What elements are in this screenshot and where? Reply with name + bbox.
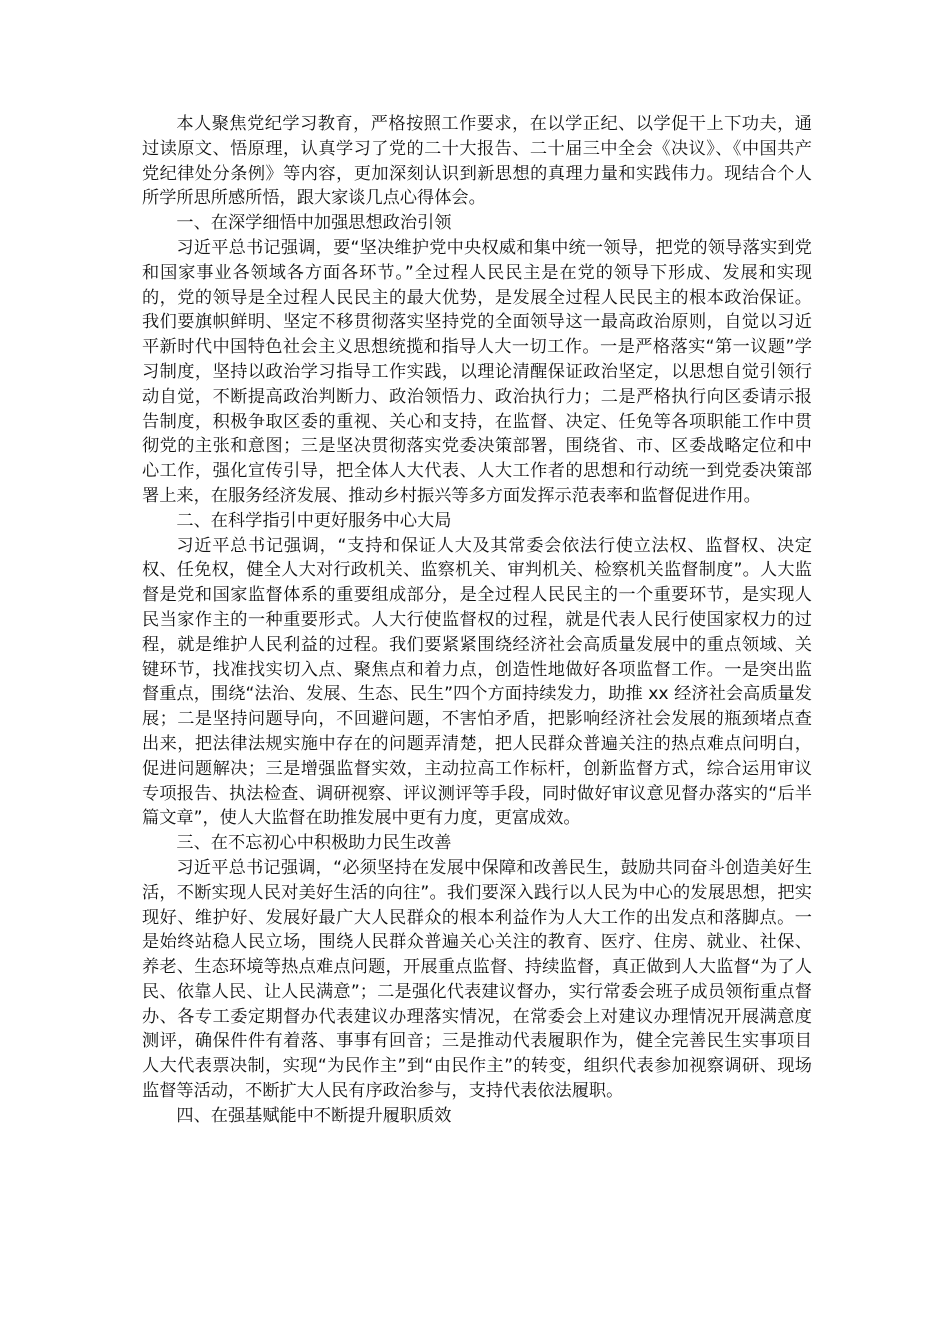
section-2-heading: 二、在科学指引中更好服务中心大局 [176, 510, 452, 531]
section-1-heading: 一、在深学细悟中加强思想政治引领 [176, 213, 452, 234]
section-3-paragraph: 习近平总书记强调，“必须坚持在发展中保障和改善民生，鼓励共同奋斗创造美好生活，不断实现人民对美好生活的向往”。我们要深入践行以人民为中心的发展思想，把实现好、维护好、发展好最广大人民群众的根本利益作为人大工作的出发点和落脚点。一是始终站稳人民立场，围绕人民群众普遍关心关注的教育、医疗、住房、就业、社保、养老、生态环境等热点难点问题，开展重点监督、持续监督，真正做到人大监督“为了人民、依靠人民、让人民满意”；二是强化代表建议督办，实行常委会班子成员领衔重点督办、各专工委定期督办代表建议办理落实情况，在常委会上对建议办理情况开展满意度测评，确保件件有着落、事事有回音；三是推动代表履职作为，健全完善民生实事项目人大代表票决制，实现“为民作主”到“由民作主”的转变，组织代表参加视察调研、现场监督等活动，不断扩大人民有序政治参与，支持代表依法履职。 [142, 857, 812, 1102]
section-2-paragraph: 习近平总书记强调，“支持和保证人大及其常委会依法行使立法权、监督权、决定权、任免权，健全人大对行政机关、监察机关、审判机关、检察机关监督制度”。人大监督是党和国家监督体系的重要组成部分，是全过程人民民主的一个重要环节，是实现人民当家作主的一种重要形式。人大行使监督权的过程，就是代表人民行使国家权力的过程，就是维护人民利益的过程。我们要紧紧围绕经济社会高质量发展中的重点领域、关键环节，找准找实切入点、聚焦点和着力点，创造性地做好各项监督工作。一是突出监督重点，围绕“法治、发展、生态、民生”四个方面持续发力，助推 xx 经济社会高质量发展；二是坚持问题导向，不回避问题，不害怕矛盾，把影响经济社会发展的瓶颈堵点查出来，把法律法规实施中存在的问题弄清楚，把人民群众普遍关注的热点难点问明白，促进问题解决；三是增强监督实效，主动拉高工作标杆，创新监督方式，综合运用审议专项报告、执法检查、调研视察、评议测评等手段，同时做好审议意见督办落实的“后半篇文章”，使人大监督在助推发展中更有力度，更富成效。 [142, 535, 812, 829]
section-4-heading: 四、在强基赋能中不断提升履职质效 [176, 1105, 452, 1126]
document-body [142, 112, 812, 1129]
section-3-heading: 三、在不忘初心中积极助力民生改善 [176, 833, 452, 854]
intro-paragraph: 本人聚焦党纪学习教育，严格按照工作要求，在以学正纪、以学促干上下功夫，通过读原文、悟原理，认真学习了党的二十大报告、二十届三中全会《决议》、《中国共产党纪律处分条例》等内容，更加深刻认识到新思想的真理力量和实践伟力。现结合个人所学所思所感所悟，跟大家谈几点心得体会。 [142, 114, 812, 209]
section-1-paragraph: 习近平总书记强调，要“坚决维护党中央权威和集中统一领导，把党的领导落实到党和国家事业各领域各方面各环节。”全过程人民民主是在党的领导下形成、发展和实现的，党的领导是全过程人民民主的最大优势，是发展全过程人民民主的根本政治保证。我们要旗帜鲜明、坚定不移贯彻落实坚持党的全面领导这一最高政治原则，自觉以习近平新时代中国特色社会主义思想统揽和指导人大一切工作。一是严格落实“第一议题”学习制度，坚持以政治学习指导工作实践，以理论清醒保证政治坚定，以思想自觉引领行动自觉，不断提高政治判断力、政治领悟力、政治执行力；二是严格执行向区委请示报告制度，积极争取区委的重视、关心和支持，在监督、决定、任免等各项职能工作中贯彻党的主张和意图；三是坚决贯彻落实党委决策部署，围绕省、市、区委战略定位和中心工作，强化宣传引导，把全体人大代表、人大工作者的思想和行动统一到党委决策部署上来，在服务经济发展、推动乡村振兴等多方面发挥示范表率和监督促进作用。 [142, 237, 812, 506]
